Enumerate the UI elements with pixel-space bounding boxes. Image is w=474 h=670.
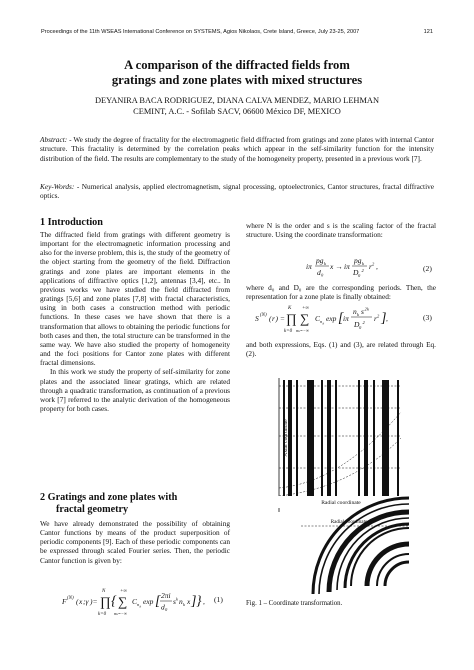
svg-text:exp: exp — [143, 597, 154, 606]
svg-text:n: n — [353, 307, 357, 316]
svg-text:2: 2 — [372, 261, 375, 267]
figure-1-graphic — [261, 378, 411, 596]
equation-2-graphic — [306, 253, 392, 281]
header-page-number: 121 — [423, 29, 433, 35]
svg-text:;: ; — [83, 597, 86, 606]
title-line-2: gratings and zone plates with mixed structures — [111, 73, 363, 87]
svg-text:0: 0 — [358, 273, 361, 278]
axial-coordinate-label: Axial coordinate — [283, 419, 289, 457]
svg-text:k: k — [139, 604, 142, 609]
keywords-label: Key-Words: — [40, 182, 75, 191]
svg-text:∏: ∏ — [286, 311, 297, 326]
equation-2 — [306, 253, 392, 283]
svg-text:+∞: +∞ — [120, 589, 127, 594]
svg-text:[: [ — [338, 311, 344, 326]
svg-text:2: 2 — [361, 268, 364, 273]
svg-text:,: , — [386, 314, 388, 323]
svg-text:∏: ∏ — [100, 594, 111, 609]
svg-text:S: S — [255, 314, 259, 323]
svg-text:[: [ — [155, 594, 161, 609]
paper-title — [40, 58, 434, 88]
section-1-para-2: In this work we study the property of self-similarity for zone plates and the associated linear gratings, which are related through a quadratic transformation, as continuation of a previous work [7] referred to the analytic derivation of the homogeneous property for both cases. — [40, 367, 230, 413]
svg-text:D: D — [354, 320, 360, 329]
svg-text:2: 2 — [377, 313, 380, 319]
svg-text:0: 0 — [359, 325, 362, 330]
svg-text:k: k — [324, 261, 326, 266]
svg-text:]: ] — [381, 311, 387, 326]
keywords — [40, 182, 434, 201]
svg-text:s: s — [361, 307, 364, 316]
equation-1-graphic — [62, 584, 212, 620]
zone-plate-arcs — [313, 498, 409, 594]
svg-text:r: r — [374, 314, 377, 323]
svg-text:r: r — [272, 314, 275, 323]
svg-text:x: x — [187, 597, 191, 606]
equation-3-number: (3) — [423, 313, 432, 322]
equation-2-number: (2) — [423, 264, 432, 273]
svg-text:exp: exp — [326, 314, 337, 323]
equation-3-graphic — [255, 302, 415, 336]
svg-text:K: K — [288, 306, 292, 311]
svg-text:k=0: k=0 — [98, 612, 107, 617]
svg-text:n: n — [320, 319, 323, 324]
svg-text:0: 0 — [321, 272, 324, 278]
svg-text:2: 2 — [364, 306, 367, 312]
svg-text:∑: ∑ — [118, 594, 128, 609]
svg-text:{: { — [111, 594, 117, 609]
svg-text:(N): (N) — [67, 596, 74, 601]
svg-text:(: ( — [76, 597, 79, 606]
svg-text:k: k — [362, 261, 364, 266]
radial-coordinate-label: Radial coordinate — [321, 500, 361, 506]
section-1-para-1: The diffracted field from gratings with different geometry is important for the electromagnetic information processing and also for the inverse problem, this is, the study of the geometry of the object starting from the geometry of the field. Diffraction gratings and zone plates are important elements in the applications of diffractive optics [1,2], antennas [3,4], etc.. In previous works we have studied the field diffracted from gratings [5,6] and zone plates [7,8] with fractal characteristics, using in both cases a construction method with periodic functions. In these cases we have shown that there is a transformation that allows to obtaining the periodic functions for both cases and then, the total structure can be transformed in the same way. We have also studied the property of homogeneity and the foci positions for Cantor zone plates with different fractal dimensions. — [40, 230, 230, 368]
svg-text:(N): (N) — [260, 313, 267, 318]
svg-text:k: k — [176, 596, 178, 602]
svg-text:n: n — [137, 602, 140, 607]
section-1-heading: 1 Introduction — [40, 217, 103, 228]
keywords-text: - Numerical analysis, applied electromagnetism, signal processing, optoelectronics, Cantor structures, fractal diffractive optics. — [40, 182, 434, 201]
svg-text:,: , — [376, 262, 378, 271]
svg-text:iπ: iπ — [343, 314, 349, 323]
svg-text:∑: ∑ — [300, 311, 310, 326]
svg-text:k: k — [183, 602, 185, 607]
header-conference: Proceedings of the 11th WSEAS International Conference on SYSTEMS, Agios Nikolaos, Crete Island, Greece, July 23-25, 2007 — [41, 29, 360, 35]
authors-block — [40, 95, 434, 117]
svg-text:k: k — [357, 312, 359, 317]
abstract-label: Abstract: — [40, 135, 68, 144]
svg-text:pg: pg — [354, 256, 362, 265]
section-2-heading — [40, 492, 230, 516]
svg-text:}: } — [196, 594, 202, 609]
svg-text:2πi: 2πi — [161, 591, 171, 600]
right-col-text-3: and both expressions, Eqs. (1) and (3), are related through Eq. (2). — [246, 340, 436, 359]
svg-text:k: k — [367, 306, 369, 312]
svg-text:pg: pg — [316, 256, 324, 265]
right-col-text-1: where N is the order and s is the scaling factor of the fractal structure. Using the coordinate transformation: — [246, 221, 436, 240]
svg-text:)=: )= — [90, 597, 98, 606]
section-2-heading-line-1: 2 Gratings and zone plates with — [40, 492, 178, 503]
svg-text:(: ( — [269, 314, 272, 323]
svg-text:k: k — [322, 321, 325, 326]
svg-text:iπ: iπ — [306, 262, 312, 271]
svg-text:C: C — [132, 597, 138, 606]
svg-text:0: 0 — [165, 607, 168, 612]
svg-text:d: d — [317, 268, 321, 277]
svg-text:k=0: k=0 — [284, 329, 293, 334]
svg-text:,: , — [203, 597, 205, 606]
equation-3 — [255, 302, 415, 338]
figure-1-coordinate-transformation — [261, 378, 411, 601]
title-line-1: A comparison of the diffracted fields from — [124, 58, 350, 72]
svg-text:2: 2 — [362, 320, 365, 325]
svg-text:iπ: iπ — [344, 262, 350, 271]
svg-text:d: d — [161, 602, 165, 612]
abstract-text: - We study the degree of fractality for the electromagnetic field diffracted from gratings and zone plates with internal Cantor structure. This fractality is determined by the correlation peaks which appear in the self-similarity function for the intensity distribution of the field. The results are complementary to the study of the homogeneity property, presented in a previous work [7]. — [40, 135, 434, 163]
svg-text:]: ] — [191, 594, 197, 609]
svg-text:n: n — [179, 597, 183, 606]
equation-1-number: (1) — [214, 595, 223, 604]
section-2-heading-line-2: fractal geometry — [56, 504, 129, 515]
right-col-text-2: where d₀ and D₀ are the corresponding periods. Then, the representation for a zone plate is finally obtained: — [246, 283, 436, 302]
radial-coordinate-label-2: Radial coordinate — [330, 519, 368, 525]
running-header — [41, 29, 433, 35]
grating-bars — [283, 380, 399, 504]
section-1-body — [40, 230, 230, 413]
svg-text:D: D — [353, 268, 359, 277]
svg-text:nk=−∞: nk=−∞ — [114, 611, 128, 616]
section-2-para-1: We have already demonstrated the possibility of obtaining Cantor functions by means of the product superposition of periodic components [9]. Each of these periodic components can be expressed through scaled Fourier series. Then, the periodic Cantor function is given by: — [40, 519, 230, 565]
svg-text:+∞: +∞ — [302, 306, 309, 311]
svg-text:γ: γ — [85, 597, 89, 606]
svg-text:) =: ) = — [275, 314, 285, 323]
svg-text:N: N — [102, 589, 106, 594]
svg-text:x →: x → — [330, 262, 343, 271]
svg-text:s: s — [173, 597, 176, 606]
figure-1-caption: Fig. 1 – Coordinate transformation. — [246, 600, 343, 607]
svg-text:r: r — [369, 262, 372, 271]
svg-text:nk=−∞: nk=−∞ — [296, 328, 310, 333]
author-affiliation: CEMINT, A.C. - Sofilab SACV, 06600 México DF, MEXICO — [133, 107, 341, 116]
equation-1 — [62, 584, 212, 620]
svg-text:x: x — [79, 597, 83, 606]
author-names: DEYANIRA BACA RODRIGUEZ, DIANA CALVA MENDEZ, MARIO LEHMAN — [94, 96, 380, 105]
abstract — [40, 135, 434, 163]
svg-text:F: F — [62, 597, 67, 606]
svg-text:C: C — [315, 314, 321, 323]
